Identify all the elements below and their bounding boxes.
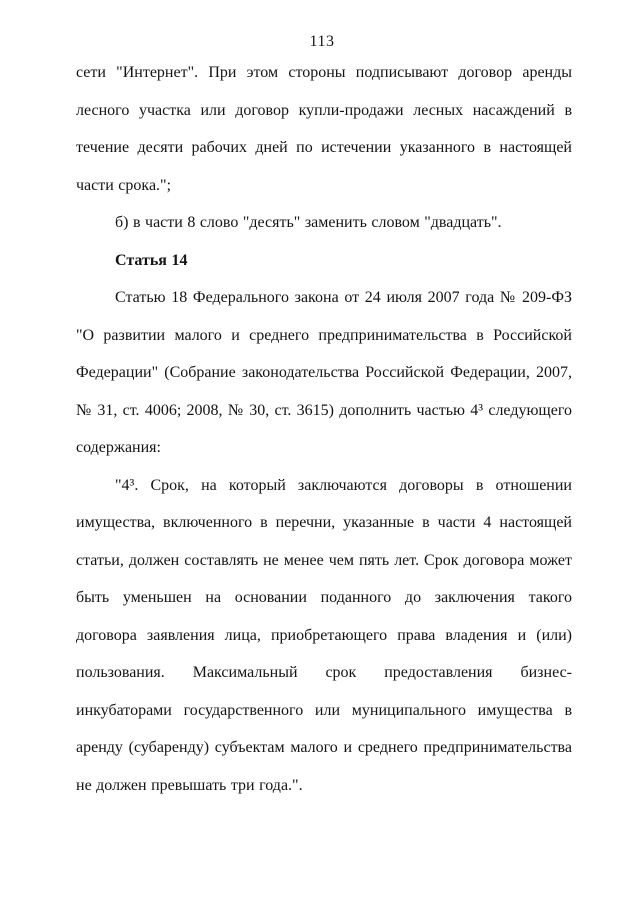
article-14-heading: Статья 14 (115, 251, 188, 269)
body-paragraph-article-14-intro: Статью 18 Федерального закона от 24 июля 2007 года № 209-ФЗ "О развитии малого и среднего предпринимательства в Российской Федерации" (Собрание законодательства Российской Федерации, 2007, № 31, ст. 4006; 2008, № 30, ст. 3615) дополнить частью 4³ следующего содержания: (76, 289, 572, 456)
body-paragraph-part-4-3: "4³. Срок, на который заключаются договоры в отношении имущества, включенного в перечни, указанные в части 4 настоящей статьи, должен составлять не менее чем пять лет. Срок договора может быть уменьшен на основании поданного до заключения такого договора заявления лица, приобретающего права владения и (или) пользования. Максимальный срок предоставления бизнес-инкубаторами государственного или муниципального имущества в аренду (субаренду) субъектам малого и среднего предпринимательства не должен превышать три года.". (76, 476, 572, 794)
page-number: 113 (309, 33, 335, 50)
body-paragraph-item-b: б) в части 8 слово "десять" заменить словом "двадцать". (115, 214, 502, 231)
body-paragraph-continuation: сети "Интернет". При этом стороны подписывают договор аренды лесного участка или договор купли-продажи лесных насаждений в течение десяти рабочих дней по истечении указанного в настоящей части срока."; (76, 64, 572, 194)
